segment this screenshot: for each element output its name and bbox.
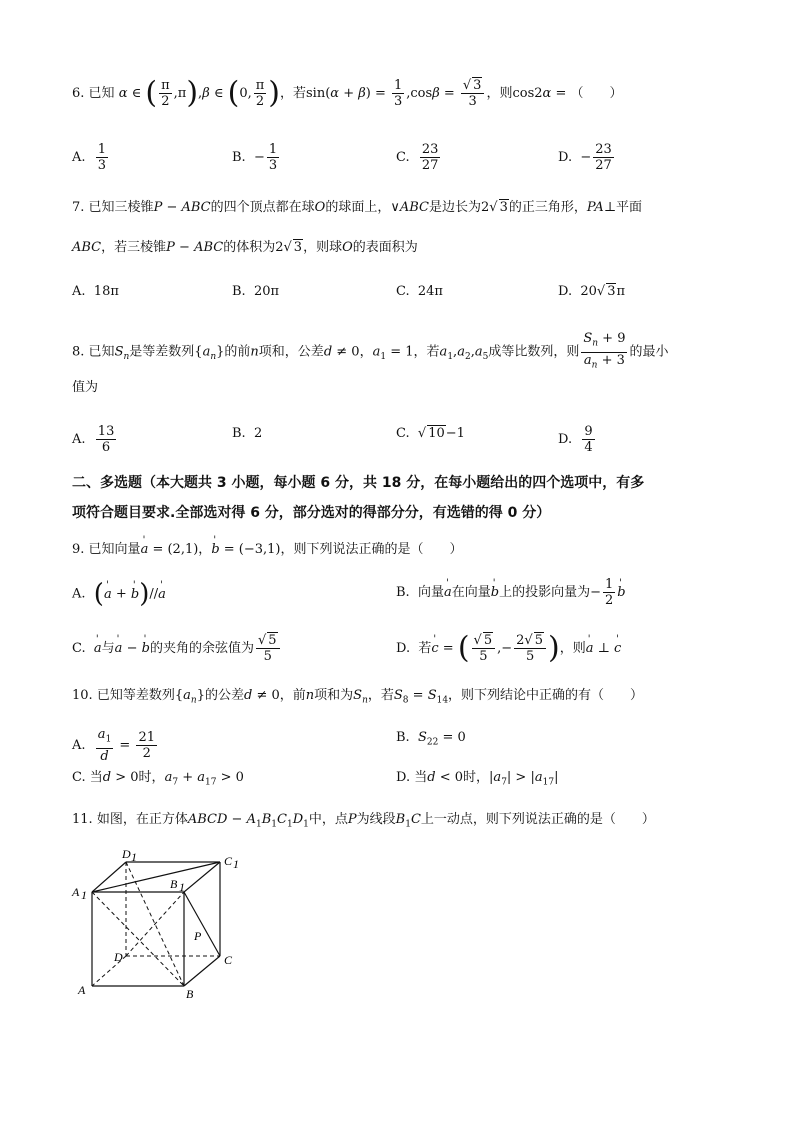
q6-text: ，则 [486,86,513,101]
svg-text:1: 1 [81,888,87,902]
q9-option-b: B. 向量' a在向量' b上的投影向量为− $\frac{1}{2}$ ' b [396,577,626,608]
label-c: C [224,953,233,967]
svg-text:1: 1 [233,857,239,871]
q6-text: （ ） [570,86,623,101]
q8-option-b: B. 2 [232,426,263,441]
q8-stem-line2: 值为 [72,380,99,395]
label-p: P [194,929,202,943]
q9-option-a: A. (' a + ' b)//' a [72,581,166,607]
q9-option-d: D. 若' c = ( $\frac{√ 5}{5}$ ,− $\frac{2√ 5}{5}$ )，则' a ⊥ ' c [396,633,621,664]
q10-stem: 10. 已知等差数列$\{a_n\}$的公差d ≠ 0，前n项和为$S_n$，若$S_8 = S_{14}$，则下列结论中正确的有（ ） [72,688,644,706]
label-a1: A [72,885,80,899]
q7-stem-line1: 7. 已知三棱锥P − ABC的四个顶点都在球O的球面上，∨ABC是边长为2√ 3的正三角形，PA⊥平面 [72,200,643,215]
q7-option-b: B. 20π [232,284,280,299]
q9-stem: 9. 已知向量' a = (2,1)，' b = (−3,1)，则下列说法正确的是（ ） [72,540,463,560]
label-c1: C [224,854,233,868]
q10-option-c: C. 当d > 0时，$a_7 + a_{17} > 0$ [72,770,244,788]
q9-option-c: C. ' a与' a − ' b的夹角的余弦值为 $\frac{√ 5}{5}$ [72,633,282,664]
q6-number: 6. [72,86,85,101]
label-b: B [186,987,194,1001]
label-d1: D [122,848,131,861]
q6-option-d: D. − $\frac{23}{27}$ [558,142,612,173]
q8-option-c: C. √ 10−1 [396,426,465,441]
svg-text:1: 1 [131,850,137,864]
svg-text:1: 1 [179,880,185,894]
q10-option-d: D. 当d < 0时，$|a_7| > |a_{17}|$ [396,770,559,788]
cube-figure [70,848,250,1008]
q8-option-a: A. $\frac{13}{6}$ [72,424,115,455]
q6-text: ，若 [279,86,306,101]
q7-stem-line2: ABC，若三棱锥P − ABC的体积为2√ 3，则球O的表面积为 [72,240,418,255]
section2-heading-line2: 项符合题目要求.全部选对得 6 分，部分选对的得部分分，有选错的得 0 分） [72,505,551,521]
q7-option-a: A. 18π [72,284,119,299]
label-d: D [114,950,123,964]
q6-option-a: A. $\frac{1}{3}$ [72,142,107,173]
label-b1: B [170,877,178,891]
q10-option-a: A. $\frac{a_1}{d}$ = $\frac{21}{2}$ [72,727,156,764]
q7-option-d: D. 20√ 3π [558,284,626,299]
q7-option-c: C. 24π [396,284,443,299]
q11-stem: 11. 如图，在正方体ABCD − $A_1B_1C_1D_1$中，点P为线段$B_1C$上一动点，则下列说法正确的是（ ） [72,812,655,830]
q6-option-b: B. − $\frac{1}{3}$ [232,142,278,173]
q10-option-b: B. $S_{22} = 0$ [396,730,466,748]
q6-option-c: C. $\frac{23}{27}$ [396,142,439,173]
q8-stem-line1: 8. 已知$S_n$是等差数列$\{a_n\}$的前n项和，公差d ≠ 0，$a_1 = 1$，若$a_1,a_2,a_5$成等比数列，则 $\frac{S_n + 9}{a_n + 3}$ 的最小 [72,331,669,371]
section2-heading-line1: 二、多选题（本大题共 3 小题，每小题 6 分，共 18 分，在每小题给出的四个选项中，有多 [72,475,645,491]
label-a: A [78,983,86,997]
q6-text: 已知 [88,86,115,101]
q6-stem: 6. 已知 α ∈ ( $\frac{\pi}{2}$ ,π),β ∈ (0, $\frac{\pi}{2}$ )，若sin(α + β) = $\frac{1}{3}$ ,cosβ = $\frac{√ 3}{3}$ ，则cos2α = （ ） [72,75,623,111]
q8-option-d: D. $\frac{9}{4}$ [558,424,593,455]
